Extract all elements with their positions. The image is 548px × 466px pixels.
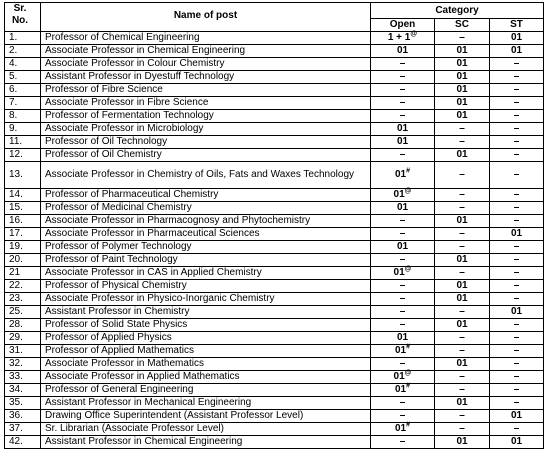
sr-no-cell: 33. [5,371,41,384]
open-value: – [399,84,406,95]
open-value: – [399,319,406,330]
table-row [5,45,544,58]
table-row [5,436,544,449]
st-cell: – [490,371,544,384]
open-value: – [399,71,406,82]
open-value: 01 [396,123,409,134]
sc-cell: – [435,32,490,45]
sc-cell: 01 [435,71,490,84]
sr-no-cell: 15. [5,202,41,215]
sc-header: SC [435,19,490,32]
open-value: 01 [396,332,409,343]
sc-cell: – [435,202,490,215]
table-row [5,267,544,280]
post-name-cell: Associate Professor in Microbiology [41,123,371,136]
sr-no-cell: 8. [5,110,41,123]
post-name-cell: Associate Professor in CAS in Applied Chemistry [41,267,371,280]
st-cell: – [490,71,544,84]
sr-no-cell: 16. [5,215,41,228]
sr-no-cell: 28. [5,319,41,332]
open-value: – [399,397,406,408]
table-row [5,306,544,319]
open-footnote-mark: @ [410,30,418,38]
table-row [5,123,544,136]
post-name-cell: Associate Professor in Chemical Engineering [41,45,371,58]
open-cell [371,45,435,58]
sc-cell: – [435,136,490,149]
open-cell [371,32,435,45]
post-name-cell: Associate Professor in Fibre Science [41,97,371,110]
st-cell: – [490,254,544,267]
sc-cell: – [435,423,490,436]
sc-cell: 01 [435,293,490,306]
sc-cell: 01 [435,97,490,110]
sc-cell: 01 [435,149,490,162]
open-value: – [399,58,406,69]
st-cell: – [490,136,544,149]
open-value: – [399,97,406,108]
post-name-cell: Professor of Paint Technology [41,254,371,267]
st-cell: – [490,280,544,293]
table-row [5,254,544,267]
sr-no-cell: 2. [5,45,41,58]
st-cell: 01 [490,436,544,449]
st-cell: 01 [490,410,544,423]
table-row [5,358,544,371]
table-row [5,280,544,293]
name-of-post-header: Name of post [41,3,371,32]
sr-no-cell: 22. [5,280,41,293]
st-cell: – [490,332,544,345]
st-cell: – [490,397,544,410]
open-footnote-mark: @ [404,265,412,273]
open-value: 01 [394,423,407,434]
table-row [5,384,544,397]
open-cell [371,58,435,71]
post-name-cell: Professor of Fibre Science [41,84,371,97]
sr-no-cell: 6. [5,84,41,97]
st-cell: 01 [490,228,544,241]
open-cell [371,254,435,267]
open-value: 01 [394,169,407,180]
post-name-cell: Assistant Professor in Chemical Engineering [41,436,371,449]
sc-cell: – [435,345,490,358]
post-name-cell: Professor of Fermentation Technology [41,110,371,123]
table-row [5,423,544,436]
open-cell [371,384,435,397]
open-cell [371,371,435,384]
open-footnote-mark: @ [404,187,412,195]
st-cell: – [490,97,544,110]
st-cell: – [490,345,544,358]
post-name-cell: Associate Professor in Colour Chemistry [41,58,371,71]
sc-cell: – [435,162,490,189]
open-value: – [399,215,406,226]
open-footnote-mark: # [406,167,411,175]
table-row [5,136,544,149]
st-cell: – [490,123,544,136]
sr-no-cell: 17. [5,228,41,241]
table-row [5,97,544,110]
table-row [5,215,544,228]
table-row [5,293,544,306]
table-row [5,189,544,202]
sr-no-header [5,3,41,32]
sc-cell: – [435,332,490,345]
post-name-cell: Professor of Chemical Engineering [41,32,371,45]
sr-no-cell: 31. [5,345,41,358]
open-value: 01 [396,202,409,213]
table-row [5,332,544,345]
open-value: 01 [393,267,405,278]
sr-no-cell: 32. [5,358,41,371]
post-name-cell: Professor of Polymer Technology [41,241,371,254]
open-value: – [399,293,406,304]
post-name-cell: Professor of General Engineering [41,384,371,397]
sr-no-cell: 29. [5,332,41,345]
post-name-cell: Associate Professor in Mathematics [41,358,371,371]
sr-no-cell: 1. [5,32,41,45]
open-cell [371,202,435,215]
sc-cell: 01 [435,45,490,58]
open-cell [371,110,435,123]
post-name-cell: Assistant Professor in Mechanical Engineering [41,397,371,410]
table-row [5,58,544,71]
post-name-cell: Associate Professor in Pharmaceutical Sciences [41,228,371,241]
sc-cell: – [435,123,490,136]
open-value: – [399,436,406,447]
sr-no-cell: 4. [5,58,41,71]
open-cell [371,306,435,319]
posts-table [4,2,544,449]
table-row [5,319,544,332]
sc-cell: 01 [435,436,490,449]
sc-cell: 01 [435,358,490,371]
table-row [5,32,544,45]
table-row [5,110,544,123]
sc-cell: 01 [435,254,490,267]
sc-cell: 01 [435,58,490,71]
open-value: – [399,228,406,239]
table-row [5,202,544,215]
open-cell [371,267,435,280]
open-value: – [399,358,406,369]
table-row [5,345,544,358]
open-value: – [399,149,406,160]
open-value: 01 [394,345,407,356]
open-value: – [399,110,406,121]
st-cell: 01 [490,32,544,45]
post-name-cell: Professor of Medicinal Chemistry [41,202,371,215]
open-value: 01 [396,241,409,252]
post-name-cell: Professor of Oil Chemistry [41,149,371,162]
sc-cell: – [435,384,490,397]
sc-cell: – [435,267,490,280]
sr-no-cell: 11. [5,136,41,149]
st-cell: – [490,384,544,397]
open-cell [371,319,435,332]
table-row [5,241,544,254]
open-cell [371,123,435,136]
sc-cell: – [435,371,490,384]
open-cell [371,358,435,371]
sr-no-header-text: Sr. No. [11,3,29,26]
open-value: 01 [393,189,405,200]
open-value: – [399,306,406,317]
st-cell: – [490,241,544,254]
sc-cell: – [435,241,490,254]
open-cell [371,241,435,254]
sc-cell: 01 [435,215,490,228]
open-cell [371,280,435,293]
st-cell: – [490,293,544,306]
st-cell: – [490,215,544,228]
post-name-cell: Professor of Physical Chemistry [41,280,371,293]
table-row [5,84,544,97]
open-value: 01 [394,384,407,395]
st-cell: – [490,149,544,162]
open-cell [371,189,435,202]
sr-no-cell: 14. [5,189,41,202]
sc-cell: 01 [435,84,490,97]
open-cell [371,149,435,162]
sr-no-cell: 36. [5,410,41,423]
open-cell [371,397,435,410]
open-cell [371,162,435,189]
post-name-cell: Associate Professor in Applied Mathematics [41,371,371,384]
sr-no-cell: 5. [5,71,41,84]
category-header: Category [371,3,544,19]
st-cell: – [490,110,544,123]
sr-no-cell: 21 [5,267,41,280]
open-cell [371,71,435,84]
post-name-cell: Professor of Oil Technology [41,136,371,149]
sr-no-cell: 23. [5,293,41,306]
post-name-cell: Sr. Librarian (Associate Professor Level) [41,423,371,436]
sc-cell: – [435,228,490,241]
post-name-cell: Professor of Solid State Physics [41,319,371,332]
sr-no-cell: 19. [5,241,41,254]
st-cell: – [490,267,544,280]
st-cell: 01 [490,306,544,319]
st-cell: – [490,358,544,371]
sc-cell: 01 [435,280,490,293]
open-value: 01 [396,136,409,147]
open-value: – [399,410,406,421]
open-header: Open [371,19,435,32]
sr-no-cell: 35. [5,397,41,410]
sr-no-cell: 20. [5,254,41,267]
post-name-cell: Assistant Professor in Chemistry [41,306,371,319]
post-name-cell: Professor of Applied Mathematics [41,345,371,358]
open-cell [371,228,435,241]
sc-cell: 01 [435,397,490,410]
sr-no-cell: 37. [5,423,41,436]
open-footnote-mark: # [406,421,411,429]
open-value: – [399,280,406,291]
post-name-cell: Associate Professor in Physico-Inorganic Chemistry [41,293,371,306]
table-row [5,162,544,189]
st-header: ST [490,19,544,32]
table-row [5,71,544,84]
sr-no-cell: 34. [5,384,41,397]
open-cell [371,215,435,228]
st-cell: – [490,423,544,436]
st-cell: – [490,202,544,215]
open-cell [371,293,435,306]
post-name-cell: Associate Professor in Chemistry of Oils, Fats and Waxes Technology [41,162,371,189]
open-footnote-mark: # [406,382,411,390]
open-footnote-mark: @ [404,369,412,377]
table-row [5,397,544,410]
open-value: 01 [396,45,409,56]
st-cell: – [490,189,544,202]
table-row [5,410,544,423]
st-cell: – [490,58,544,71]
st-cell: – [490,319,544,332]
sr-no-cell: 13. [5,162,41,189]
open-cell [371,136,435,149]
table-row [5,149,544,162]
open-footnote-mark: # [406,343,411,351]
open-value: 1 + 1 [387,32,411,43]
sr-no-cell: 12. [5,149,41,162]
post-name-cell: Associate Professor in Pharmacognosy and Phytochemistry [41,215,371,228]
sc-cell: 01 [435,110,490,123]
sr-no-cell: 9. [5,123,41,136]
table-row [5,371,544,384]
sc-cell: – [435,189,490,202]
sr-no-cell: 42. [5,436,41,449]
posts-table-body [5,32,544,449]
open-cell [371,436,435,449]
post-name-cell: Professor of Pharmaceutical Chemistry [41,189,371,202]
sc-cell: 01 [435,319,490,332]
open-cell [371,410,435,423]
post-name-cell: Assistant Professor in Dyestuff Technology [41,71,371,84]
open-value: – [399,254,406,265]
open-cell [371,423,435,436]
sr-no-cell: 7. [5,97,41,110]
st-cell: 01 [490,45,544,58]
sc-cell: – [435,410,490,423]
st-cell: – [490,162,544,189]
open-cell [371,332,435,345]
table-row [5,228,544,241]
open-value: 01 [393,371,405,382]
sr-no-cell: 25. [5,306,41,319]
sc-cell: – [435,306,490,319]
post-name-cell: Professor of Applied Physics [41,332,371,345]
st-cell: – [490,84,544,97]
open-cell [371,84,435,97]
open-cell [371,97,435,110]
open-cell [371,345,435,358]
post-name-cell: Drawing Office Superintendent (Assistant Professor Level) [41,410,371,423]
